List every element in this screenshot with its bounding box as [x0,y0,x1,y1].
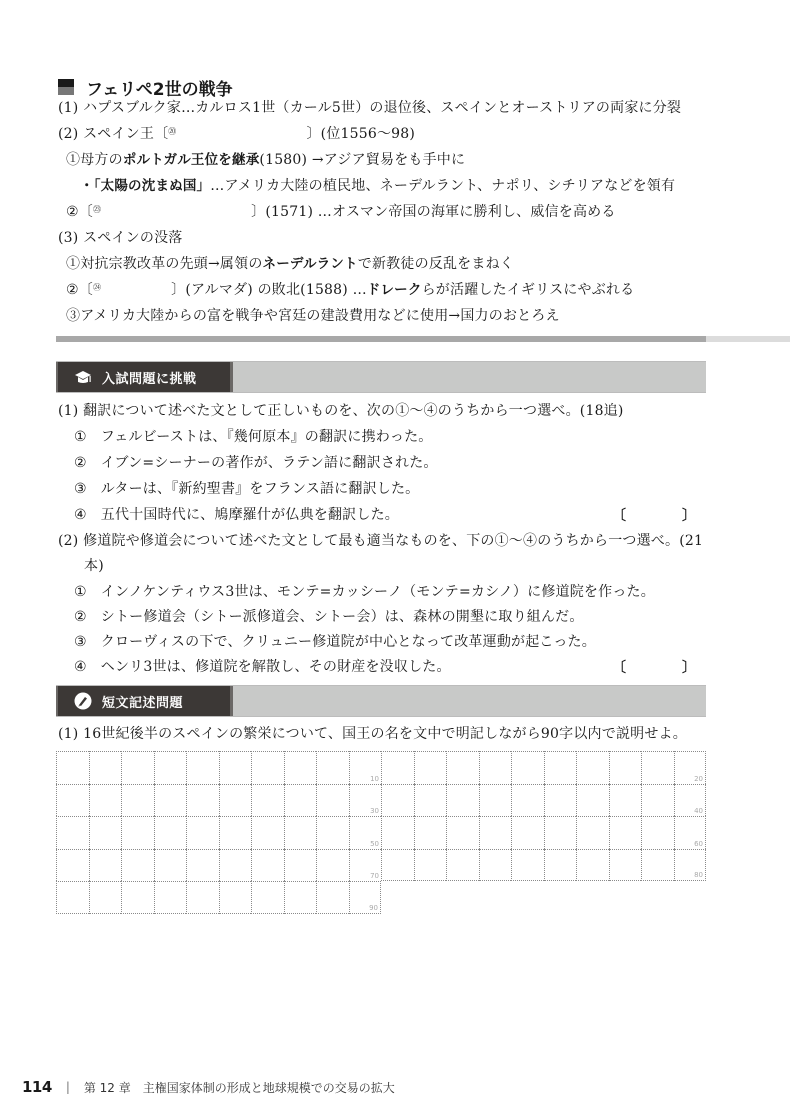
exam-q1-stem: (1) 翻訳について述べた文として正しいものを、次の①～④のうちから一つ選べ。(18追) [58,403,624,419]
cell-counter: 50 [370,839,379,848]
cell-counter: 10 [370,774,379,783]
short-answer-question: (1) 16世紀後半のスペインの繁栄について、国王の名を文中で明記しながら90字以内で説明せよ。 [58,726,687,742]
answer-cell[interactable] [251,816,284,849]
answer-cell[interactable] [479,816,512,849]
answer-cell[interactable] [381,849,414,882]
answer-cell[interactable] [446,849,479,882]
answer-cell[interactable] [511,784,544,817]
chapter-title: 第 12 章 主権国家体制の形成と地球規模での交易の拡大 [83,1080,395,1095]
answer-cell[interactable] [609,816,642,849]
cell-counter: 60 [694,839,703,848]
item-1: (1) ハプスブルク家…カルロス1世（カール5世）の退位後、スペインとオーストリアの両家に分裂 [58,100,682,116]
page-number: 114 [22,1078,52,1096]
cell-counter: 70 [370,872,379,880]
answer-cell[interactable] [316,816,349,849]
exam-q1-option-2[interactable]: ② イブン=シーナーの著作が、ラテン語に翻訳された。 [74,455,438,471]
answer-cell[interactable] [349,881,382,914]
answer-cell[interactable] [641,784,674,817]
answer-cell[interactable] [121,751,154,784]
answer-cell[interactable] [219,849,252,882]
exam-q2-answer-box[interactable]: 〔 〕 [612,660,696,676]
cell-counter: 20 [694,774,703,783]
item-2-c: ②〔$^㉓$ 〕(1571) …オスマン帝国の海軍に勝利し、威信を高める [66,204,616,220]
answer-cell[interactable] [576,784,609,817]
answer-cell[interactable] [56,849,89,882]
answer-cell[interactable] [349,816,382,849]
answer-cell[interactable] [186,881,219,914]
answer-cell[interactable] [609,751,642,784]
answer-cell[interactable] [56,881,89,914]
cell-counter: 40 [694,807,703,815]
answer-cell[interactable] [121,816,154,849]
answer-cell[interactable] [251,849,284,882]
item-3-c: ③アメリカ大陸からの富を戦争や宮廷の建設費用などに使用→国力のおとろえ [66,308,560,324]
answer-cell[interactable] [154,784,187,817]
answer-cell[interactable] [609,784,642,817]
answer-cell[interactable] [609,849,642,882]
item-2-a: ①母方のポルトガル王位を継承(1580) →アジア貿易をも手中に [66,152,466,168]
answer-cell[interactable] [479,751,512,784]
answer-cell[interactable] [414,751,447,784]
exam-q2-stem-line1: (2) 修道院や修道会について述べた文として最も適当なものを、下の①～④のうちから一つ選べ。(21 [58,533,704,549]
answer-cell[interactable] [544,751,577,784]
pen-nib-icon [74,692,92,710]
answer-cell[interactable] [56,816,89,849]
exam-banner [56,361,706,393]
answer-cell[interactable] [576,849,609,882]
answer-cell[interactable] [446,751,479,784]
section-divider [56,336,706,342]
exam-q1-option-1[interactable]: ① フェルビーストは、『幾何原本』の翻訳に携わった。 [74,429,433,445]
exam-banner-title: 入試問題に挑戦 [102,371,197,387]
answer-cell[interactable] [284,881,317,914]
answer-cell[interactable] [316,849,349,882]
answer-cell[interactable] [219,881,252,914]
answer-cell[interactable] [641,849,674,882]
cell-counter: 30 [370,807,379,815]
exam-q1-answer-box[interactable]: 〔 〕 [612,508,696,524]
footer-separator: | [65,1080,70,1094]
answer-cell[interactable] [544,816,577,849]
answer-cell[interactable] [511,751,544,784]
short-answer-banner-title: 短文記述問題 [102,695,184,711]
answer-cell[interactable] [674,784,707,817]
cell-counter: 90 [369,903,378,912]
answer-cell[interactable] [381,784,414,817]
answer-cell[interactable] [89,849,122,882]
answer-cell[interactable] [154,751,187,784]
answer-cell[interactable] [186,784,219,817]
item-3-a: ①対抗宗教改革の先頭→属領のネーデルラントで新教徒の反乱をまねく [66,256,514,272]
answer-cell[interactable] [89,784,122,817]
answer-cell[interactable] [284,849,317,882]
answer-cell[interactable] [414,849,447,882]
answer-cell[interactable] [89,816,122,849]
answer-cell[interactable] [121,784,154,817]
answer-cell[interactable] [154,849,187,882]
answer-cell[interactable] [641,816,674,849]
answer-cell[interactable] [121,881,154,914]
answer-cell[interactable] [219,816,252,849]
answer-cell[interactable] [511,816,544,849]
answer-cell[interactable] [251,784,284,817]
answer-cell[interactable] [674,849,707,882]
answer-cell[interactable] [414,816,447,849]
answer-cell[interactable] [284,784,317,817]
exam-q2-stem-line2: 本) [84,558,104,574]
item-3: (3) スペインの没落 [58,230,183,246]
exam-q2-option-2[interactable]: ② シトー修道会（シトー派修道会、シトー会）は、森林の開墾に取り組んだ。 [74,609,584,625]
blank-number-20: ⑳ [168,127,177,136]
page-footer [22,1078,395,1096]
answer-cell[interactable] [674,751,707,784]
item-2-b: ・「太陽の沈まぬ国」…アメリカ大陸の植民地、ネーデルラント、ナポリ、シチリアなどを領有 [80,178,676,194]
answer-cell[interactable] [186,751,219,784]
answer-cell[interactable] [511,849,544,882]
answer-cell[interactable] [349,849,382,882]
answer-cell[interactable] [56,751,89,784]
answer-cell[interactable] [479,784,512,817]
answer-cell[interactable] [381,751,414,784]
answer-cell[interactable] [56,784,89,817]
answer-cell[interactable] [414,784,447,817]
graduation-cap-icon [74,368,92,386]
answer-cell[interactable] [154,881,187,914]
exam-q1-option-3[interactable]: ③ ルターは、『新約聖書』をフランス語に翻訳した。 [74,481,420,497]
answer-cell[interactable] [251,751,284,784]
answer-cell[interactable] [641,751,674,784]
answer-cell[interactable] [576,816,609,849]
answer-cell[interactable] [219,751,252,784]
cell-counter: 80 [694,871,703,879]
exam-q1-option-4[interactable]: ④ 五代十国時代に、鳩摩羅什が仏典を翻訳した。 [74,507,399,523]
section-divider-light [706,336,790,342]
answer-cell[interactable] [544,784,577,817]
answer-cell[interactable] [186,849,219,882]
answer-cell[interactable] [251,881,284,914]
section-heading [58,76,233,98]
answer-cell[interactable] [89,751,122,784]
answer-cell[interactable] [349,784,382,817]
answer-cell[interactable] [316,881,349,914]
item-3-b: ②〔$^㉔$ 〕(アルマダ) の敗北(1588) …ドレークらが活躍したイギリスにやぶれる [66,282,635,298]
exam-q2-option-3[interactable]: ③ クローヴィスの下で、クリュニー修道院が中心となって改革運動が起こった。 [74,634,596,650]
answer-cell[interactable] [316,784,349,817]
answer-cell[interactable] [186,816,219,849]
heading-square-icon [58,79,74,95]
answer-cell[interactable] [89,881,122,914]
answer-cell[interactable] [381,816,414,849]
answer-cell[interactable] [284,751,317,784]
answer-cell[interactable] [446,784,479,817]
answer-cell[interactable] [446,816,479,849]
item-2: (2) スペイン王〔⑳ 〕(位1556～98) [58,126,416,142]
section-title: フェリペ2世の戦争 [86,79,233,100]
exam-q2-option-4[interactable]: ④ ヘンリ3世は、修道院を解散し、その財産を没収した。 [74,659,451,675]
answer-cell[interactable] [674,816,707,849]
answer-cell[interactable] [121,849,154,882]
answer-cell[interactable] [316,751,349,784]
blank-number-23: ㉓ [92,205,102,214]
answer-cell[interactable] [479,849,512,882]
answer-cell[interactable] [284,816,317,849]
answer-cell[interactable] [219,784,252,817]
exam-q2-option-1[interactable]: ① インノケンティウス3世は、モンテ=カッシーノ（モンテ=カシノ）に修道院を作った。 [74,584,655,600]
answer-cell[interactable] [349,751,382,784]
answer-cell[interactable] [544,849,577,882]
answer-cell[interactable] [154,816,187,849]
blank-number-24: ㉔ [92,283,102,292]
answer-cell[interactable] [576,751,609,784]
short-answer-banner [56,685,706,717]
